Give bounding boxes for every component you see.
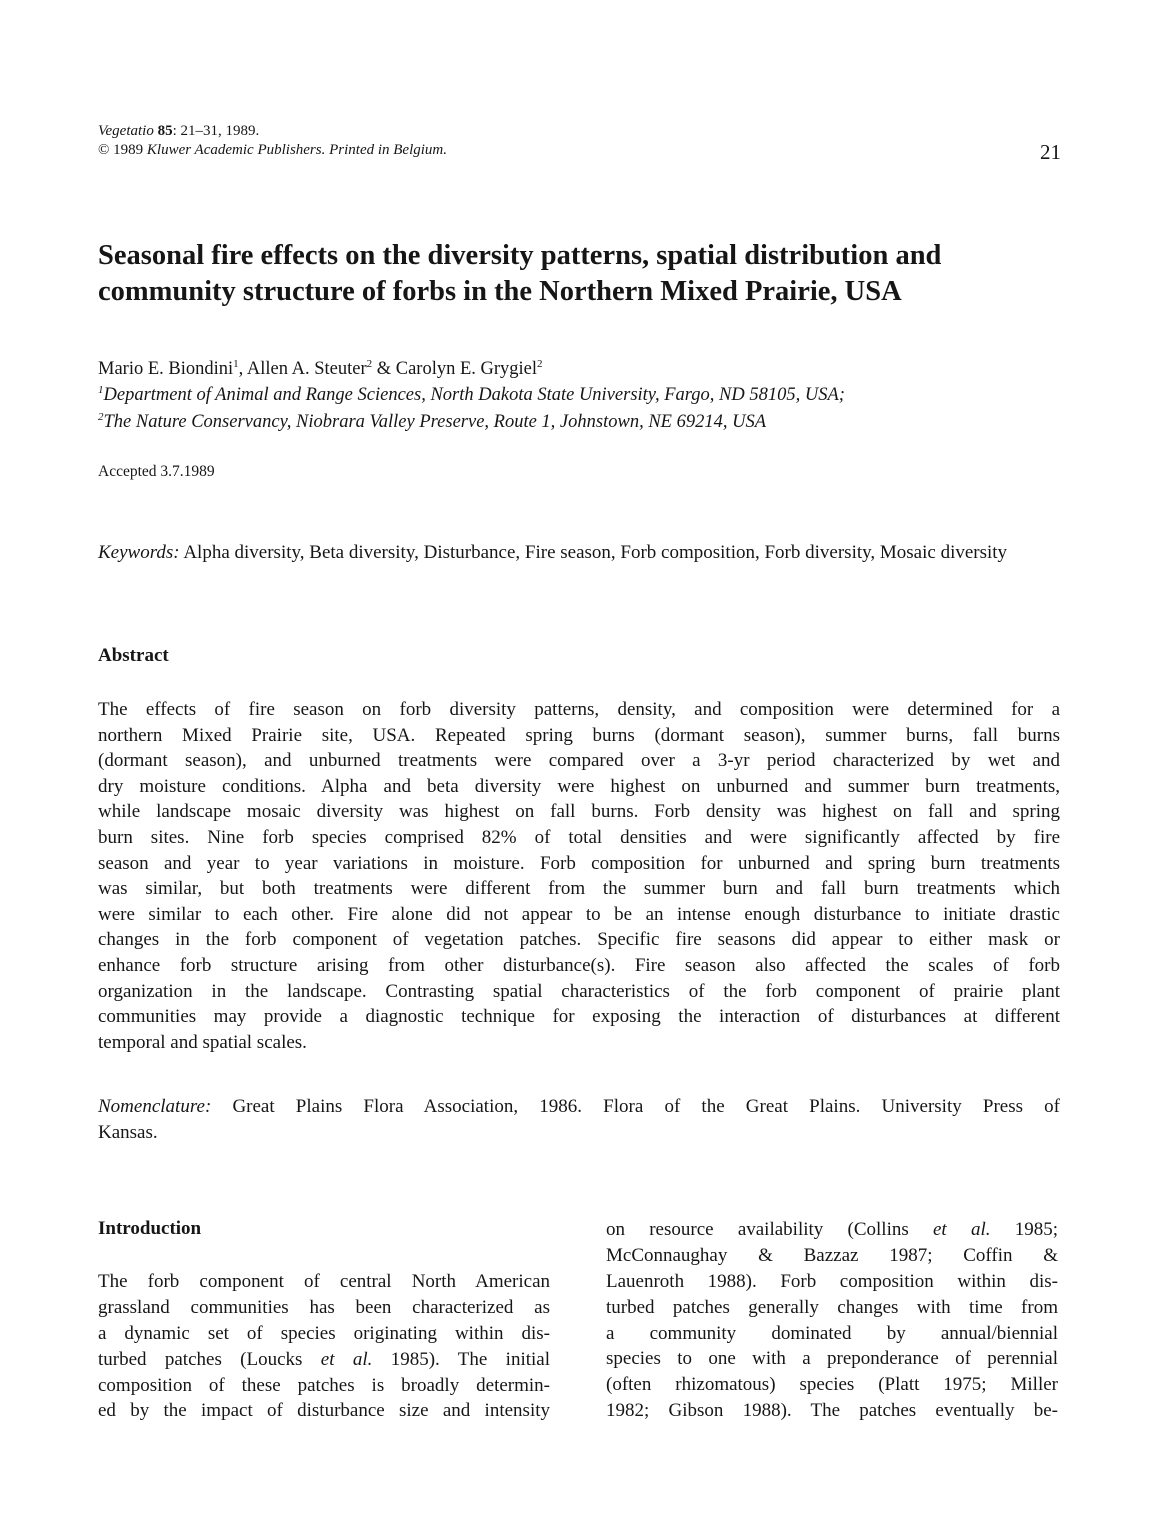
body-text-line: 1982; Gibson 1988). The patches eventually be-	[606, 1400, 1058, 1422]
abstract-line: changes in the forb component of vegetation patches. Specific fire seasons did appear to either mask or	[98, 929, 1060, 951]
citation-line-1	[98, 122, 447, 141]
author-name: , Allen A. Steuter	[238, 359, 367, 379]
nomenclature-line	[98, 1094, 1060, 1120]
author-name: Mario E. Biondini	[98, 359, 234, 379]
body-text-line: turbed patches (Loucks et al. 1985). The initial	[98, 1348, 550, 1370]
abstract-line: season and year to year variations in moisture. Forb composition for unburned and spring burn treatments	[98, 852, 1060, 874]
abstract-line: enhance forb structure arising from other disturbance(s). Fire season also affected the scales of forb	[98, 954, 1060, 976]
body-text-line: The forb component of central North American	[98, 1271, 550, 1292]
abstract-line: burn sites. Nine forb species comprised 82% of total densities and were significantly affected by fire	[98, 826, 1060, 848]
author-name: & Carolyn E. Grygiel	[372, 359, 538, 379]
affiliation-mark: 2	[98, 410, 104, 423]
author-list	[98, 357, 543, 381]
body-text-line: Lauenroth 1988). Forb composition within dis-	[606, 1270, 1058, 1292]
affiliation-text: Department of Animal and Range Sciences, North Dakota State University, Fargo, ND 58105, USA;	[103, 385, 845, 405]
keywords-text: Alpha diversity, Beta diversity, Disturbance, Fire season, Forb composition, Forb diversity, Mosaic diversity	[179, 542, 1008, 563]
abstract-line: were similar to each other. Fire alone did not appear to be an intense enough disturbance to initiate drastic	[98, 903, 1060, 925]
abstract-line: dry moisture conditions. Alpha and beta diversity were highest on unburned and summer burn treatments,	[98, 775, 1060, 797]
abstract-line: was similar, but both treatments were different from the summer burn and fall burn treatments which	[98, 878, 1060, 900]
journal-name: Vegetatio	[98, 123, 154, 139]
nomenclature-label: Nomenclature:	[98, 1096, 212, 1117]
introduction-column-right	[606, 1217, 1058, 1424]
abstract-line: northern Mixed Prairie site, USA. Repeated spring burns (dormant season), summer burns, fall burns	[98, 724, 1060, 746]
journal-volume: 85	[157, 123, 173, 139]
body-text-line: a community dominated by annual/biennial	[606, 1322, 1058, 1344]
body-text-line: turbed patches generally changes with time from	[606, 1296, 1058, 1318]
publisher-note: Kluwer Academic Publishers. Printed in Belgium.	[146, 142, 448, 158]
abstract-line: (dormant season), and unburned treatments were compared over a 3-yr period characterized by wet and	[98, 750, 1060, 772]
author-affiliation-mark: 2	[537, 357, 543, 370]
citation-line-2	[98, 141, 447, 160]
nomenclature-text: Great Plains Flora Association, 1986. Flora of the Great Plains. University Press of	[211, 1096, 1060, 1117]
paper-title: Seasonal fire effects on the diversity patterns, spatial distribution and community structure of forbs in the Northern Mixed Prairie, USA	[98, 240, 942, 307]
keywords-label: Keywords:	[98, 542, 180, 563]
abstract-line: organization in the landscape. Contrasting spatial characteristics of the forb component of prairie plant	[98, 980, 1060, 1002]
abstract-line: temporal and spatial scales.	[98, 1031, 307, 1053]
introduction-column-left	[98, 1269, 550, 1424]
page-number: 21	[1040, 140, 1061, 164]
body-text-line: a dynamic set of species originating within dis-	[98, 1322, 550, 1344]
author-affiliation-mark: 2	[366, 357, 373, 370]
author-affiliation-mark: 1	[233, 357, 239, 370]
abstract-heading: Abstract	[98, 645, 169, 666]
keywords	[98, 540, 1060, 565]
body-text-line: McConnaughay & Bazzaz 1987; Coffin &	[606, 1244, 1058, 1266]
affiliation-mark: 1	[98, 383, 104, 396]
abstract-line: The effects of fire season on forb diversity patterns, density, and composition were determined for a	[98, 699, 1060, 720]
affiliation	[98, 410, 766, 434]
body-text-line: composition of these patches is broadly determin-	[98, 1374, 550, 1396]
copyright-symbol: ©	[98, 142, 110, 158]
nomenclature	[98, 1094, 1060, 1145]
journal-pages-year: : 21–31, 1989.	[172, 123, 260, 139]
body-text-line: species to one with a preponderance of perennial	[606, 1348, 1058, 1370]
accepted-date: Accepted 3.7.1989	[98, 463, 215, 480]
citation-etal: et al.	[933, 1219, 991, 1240]
nomenclature-line: Kansas.	[98, 1121, 158, 1143]
body-text-line: grassland communities has been characterized as	[98, 1296, 550, 1318]
body-text-line: on resource availability (Collins et al. 1985;	[606, 1219, 1058, 1240]
affiliation-text: The Nature Conservancy, Niobrara Valley Preserve, Route 1, Johnstown, NE 69214, USA	[103, 412, 766, 432]
abstract-line: while landscape mosaic diversity was highest on fall burns. Forb density was highest on fall and spring	[98, 801, 1060, 823]
body-text-line: (often rhizomatous) species (Platt 1975; Miller	[606, 1374, 1058, 1396]
introduction-heading: Introduction	[98, 1218, 202, 1239]
body-text-line: ed by the impact of disturbance size and intensity	[98, 1400, 550, 1422]
journal-citation	[98, 122, 447, 160]
abstract-body	[98, 697, 1060, 1055]
affiliation	[98, 383, 845, 407]
abstract-line: communities may provide a diagnostic technique for exposing the interaction of disturbances at different	[98, 1006, 1060, 1028]
citation-etal: et al.	[320, 1348, 373, 1370]
copyright-year: 1989	[109, 142, 147, 158]
